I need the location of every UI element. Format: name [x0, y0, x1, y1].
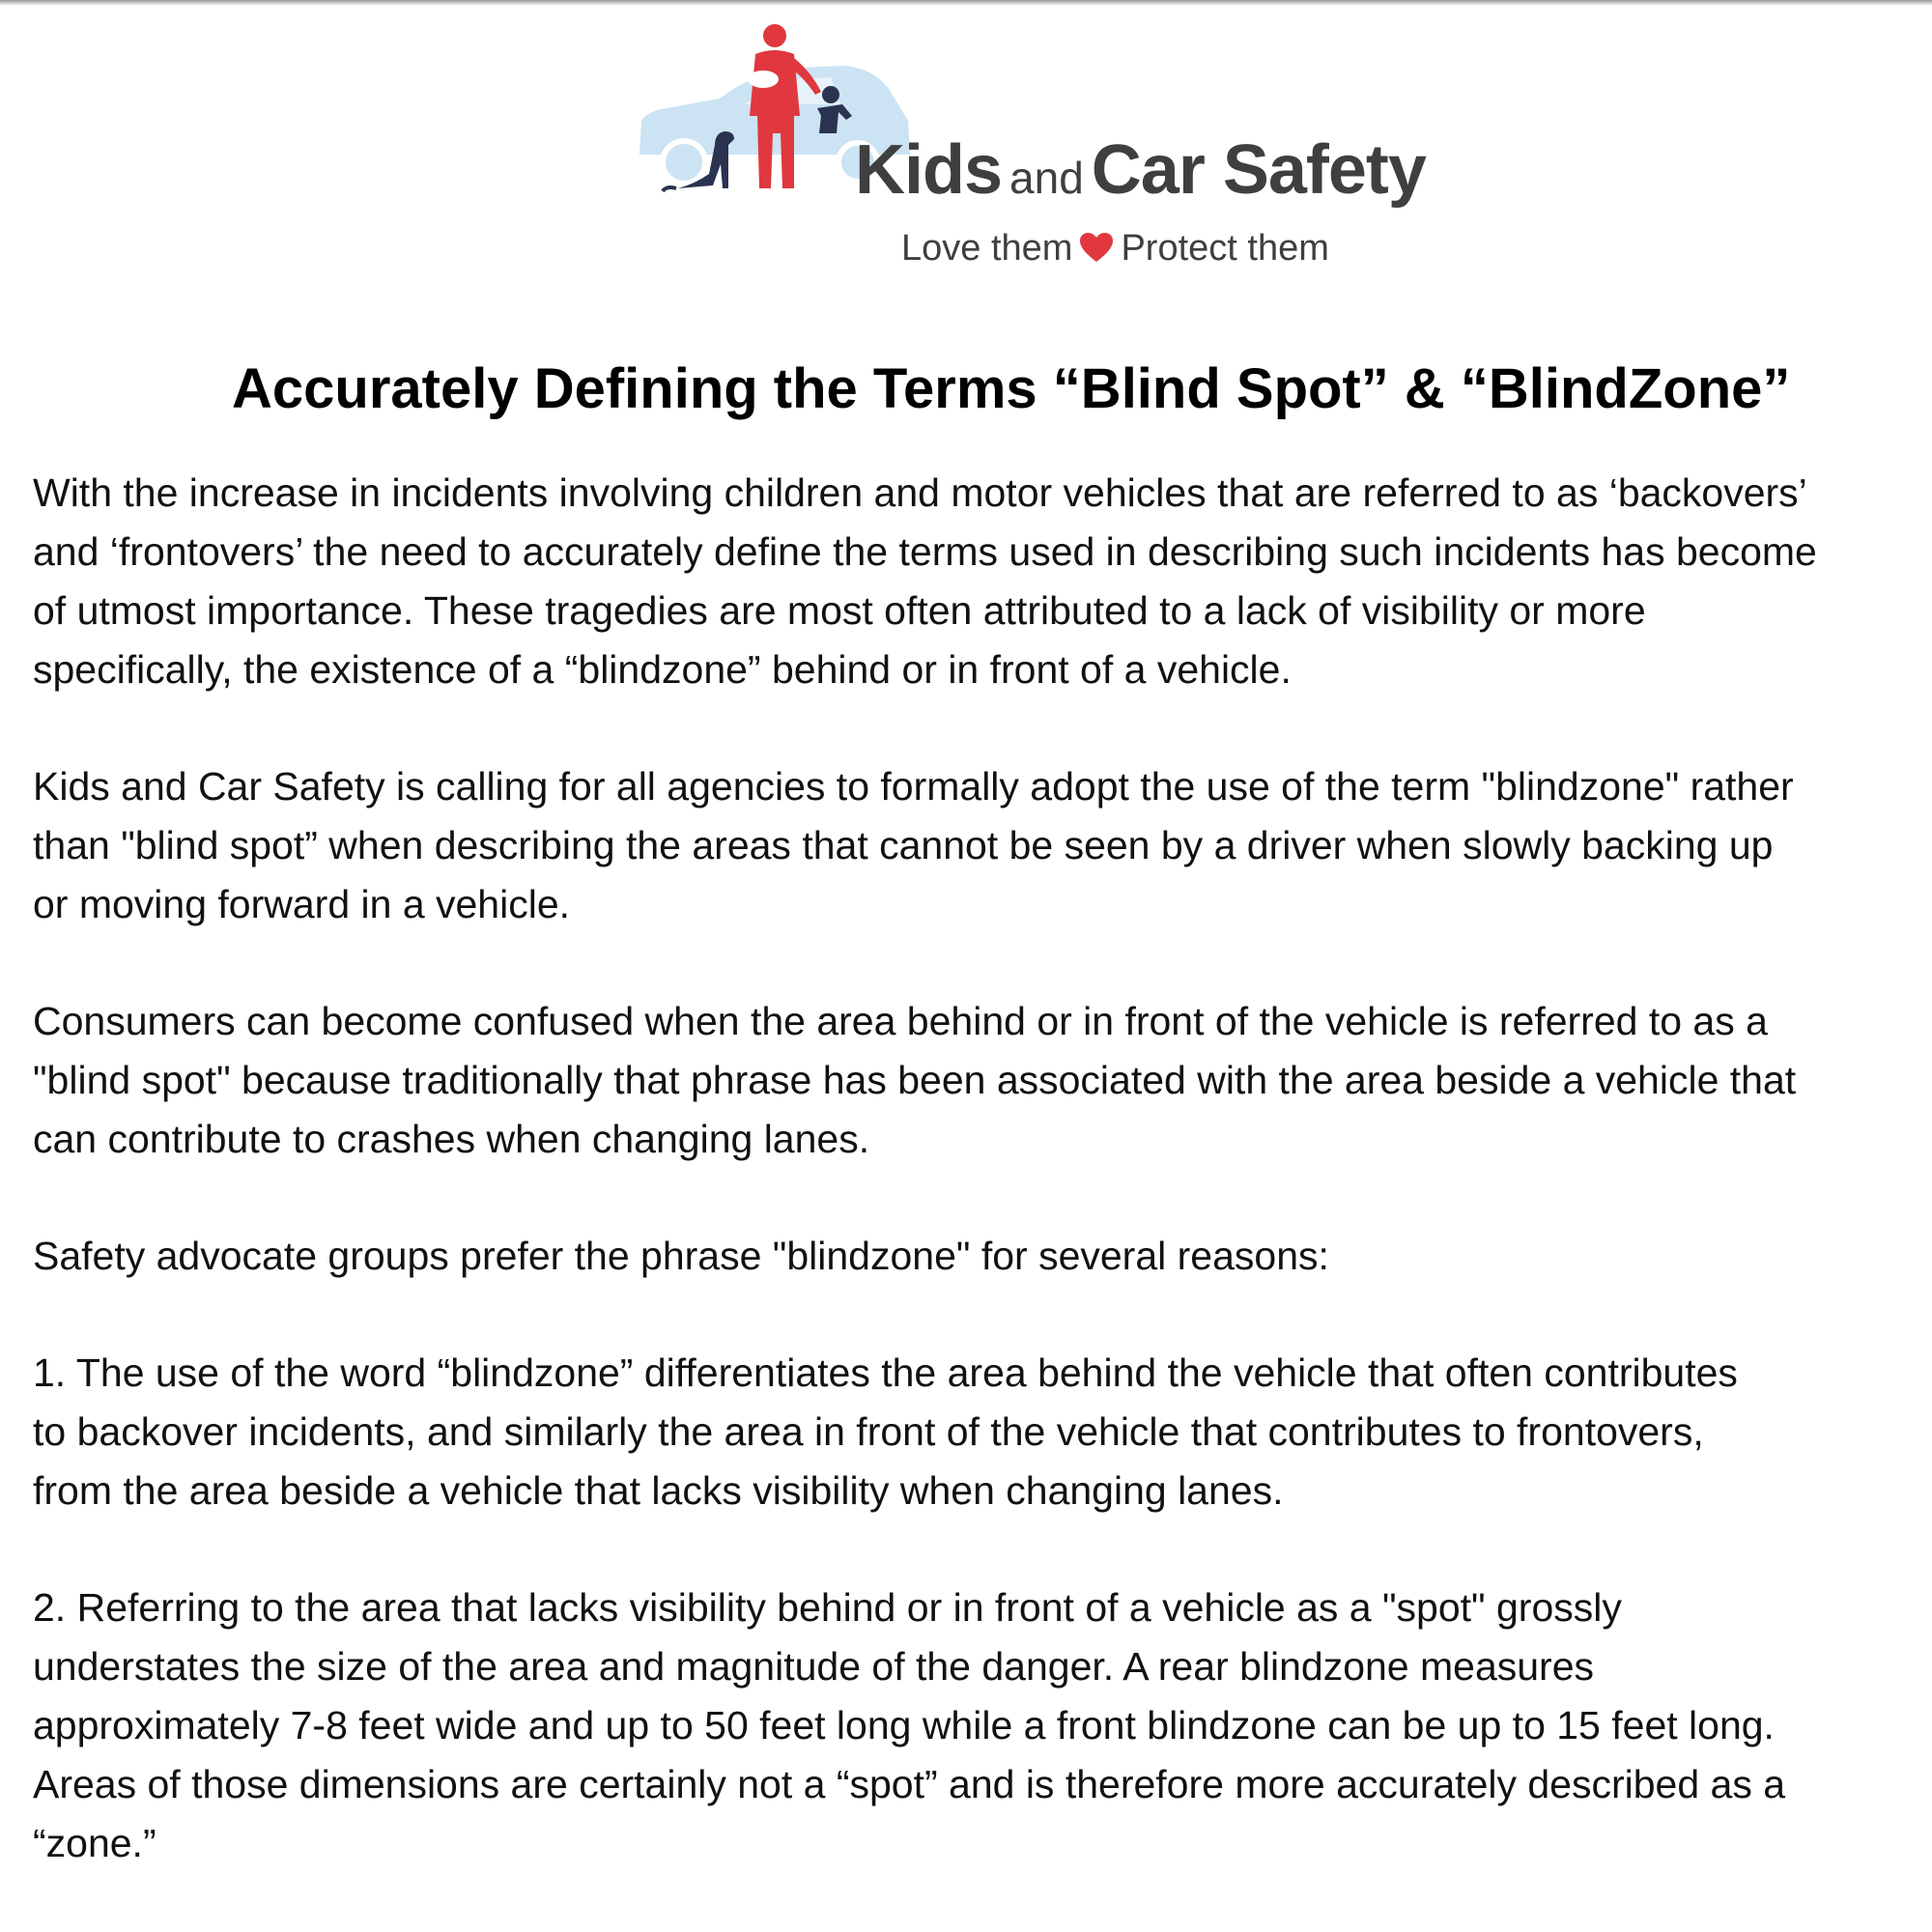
text-line: 1. The use of the word “blindzone” differentiates the area behind the vehicle that often contributes	[33, 1350, 1738, 1395]
paragraph-reason-1	[33, 1344, 1932, 1520]
document-title: Accurately Defining the Terms “Blind Spot” & “BlindZone”	[232, 357, 1791, 420]
paragraph-reason-2	[33, 1578, 1932, 1873]
document-body	[33, 464, 1932, 1931]
text-line: than "blind spot” when describing the areas that cannot be seen by a driver when slowly backing up	[33, 823, 1774, 867]
text-line: understates the size of the area and magnitude of the danger. A rear blindzone measures	[33, 1644, 1595, 1689]
text-line: “zone.”	[33, 1821, 156, 1865]
text-line: Kids and Car Safety is calling for all agencies to formally adopt the use of the term "blindzone" rather	[33, 764, 1794, 809]
text-line: from the area beside a vehicle that lacks visibility when changing lanes.	[33, 1468, 1284, 1513]
text-line: or moving forward in a vehicle.	[33, 882, 571, 926]
logo-wordmark	[855, 131, 1426, 209]
logo-word-car-safety: Car Safety	[1091, 131, 1426, 209]
heart-icon	[1080, 233, 1113, 270]
tagline-protect-them: Protect them	[1121, 228, 1329, 269]
text-line: Safety advocate groups prefer the phrase "blindzone" for several reasons:	[33, 1234, 1329, 1278]
logo-tagline	[901, 230, 1329, 270]
paragraph-call-to-adopt	[33, 757, 1932, 934]
logo-word-and: and	[1009, 153, 1084, 203]
kids-and-car-safety-logo	[628, 19, 1426, 269]
logo-word-kids: Kids	[855, 131, 1003, 209]
tagline-love-them: Love them	[901, 228, 1073, 269]
text-line: Consumers can become confused when the area behind or in front of the vehicle is referred to as a	[33, 999, 1768, 1043]
text-line: to backover incidents, and similarly the area in front of the vehicle that contributes to frontovers,	[33, 1409, 1704, 1454]
text-line: of utmost importance. These tragedies are most often attributed to a lack of visibility or more	[33, 588, 1646, 633]
text-line: "blind spot" because traditionally that phrase has been associated with the area beside a vehicle that	[33, 1058, 1797, 1102]
text-line: approximately 7-8 feet wide and up to 50 feet long while a front blindzone can be up to 15 feet long.	[33, 1703, 1775, 1747]
text-line: With the increase in incidents involving children and motor vehicles that are referred to as ‘backovers’	[33, 470, 1807, 515]
text-line: can contribute to crashes when changing lanes.	[33, 1117, 870, 1161]
paragraph-reasons-intro	[33, 1227, 1932, 1286]
text-line: Areas of those dimensions are certainly not a “spot” and is therefore more accurately described as a	[33, 1762, 1786, 1806]
paragraph-consumer-confusion	[33, 992, 1932, 1169]
text-line: and ‘frontovers’ the need to accurately define the terms used in describing such incidents has become	[33, 529, 1817, 574]
text-line: 2. Referring to the area that lacks visibility behind or in front of a vehicle as a "spot" grossly	[33, 1585, 1622, 1630]
text-line: specifically, the existence of a “blindzone” behind or in front of a vehicle.	[33, 647, 1292, 692]
paragraph-intro	[33, 464, 1932, 699]
